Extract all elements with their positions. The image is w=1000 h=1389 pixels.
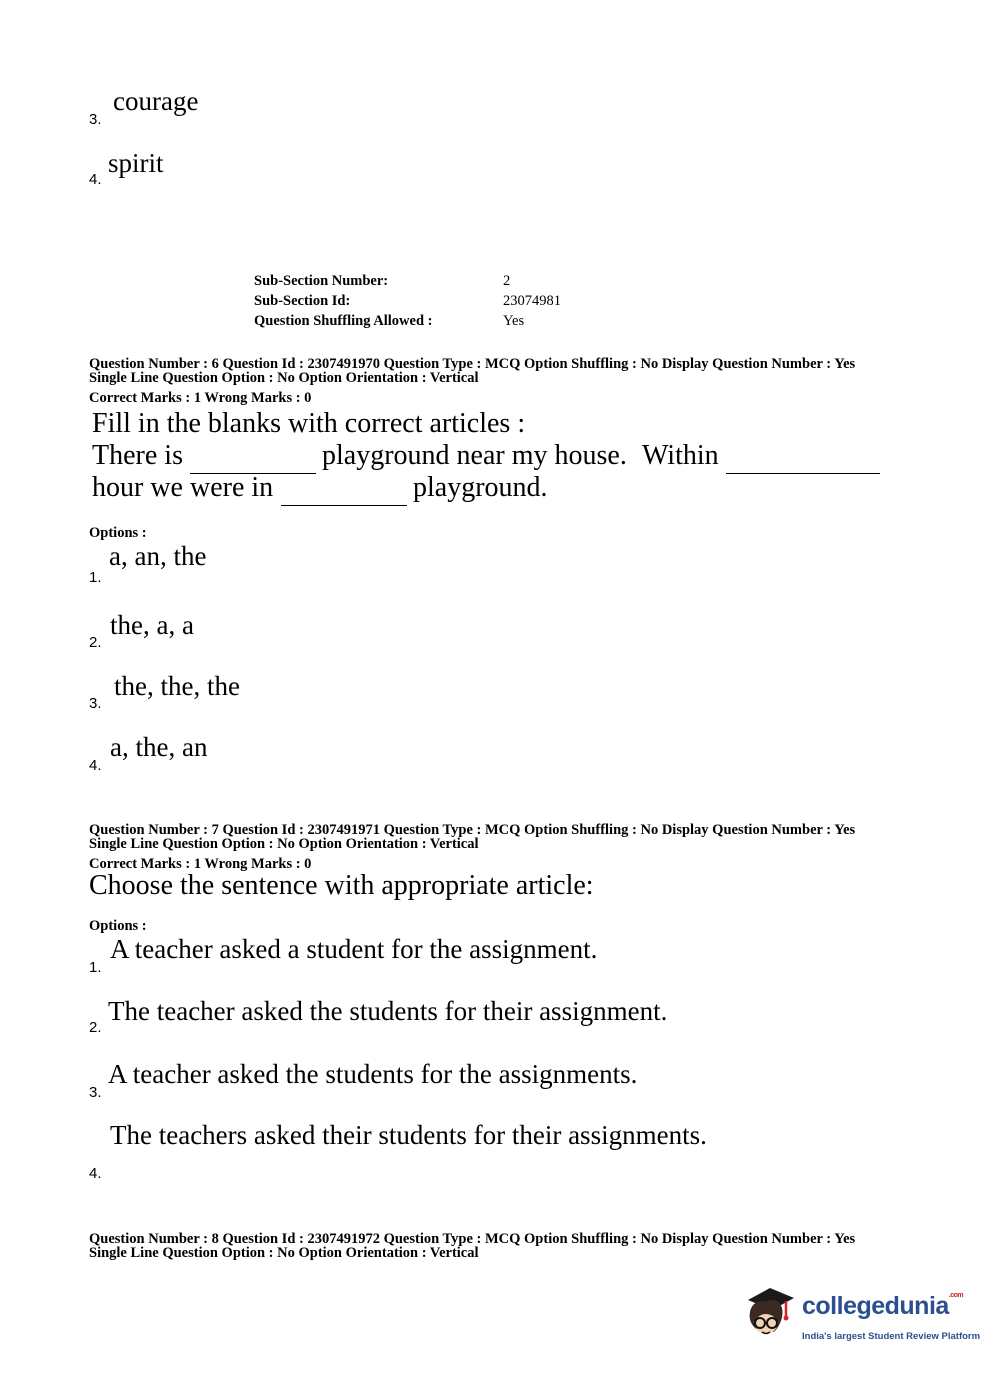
option-text: a, an, the <box>109 541 207 571</box>
option-number: 4. <box>89 171 102 188</box>
option-text: the, the, the <box>114 671 240 701</box>
question-text: There is <box>92 440 183 471</box>
option-number: 1. <box>89 569 102 586</box>
option-number: 3. <box>89 1084 102 1101</box>
question-marks: Correct Marks : 1 Wrong Marks : 0 <box>89 856 312 872</box>
option-number: 4. <box>89 1165 102 1182</box>
question-meta: Single Line Question Option : No Option Orientation : Vertical <box>89 836 479 852</box>
question-text: Within <box>642 440 719 471</box>
option-number: 1. <box>89 959 102 976</box>
blank-line <box>281 483 407 506</box>
option-text: spirit <box>108 148 164 178</box>
subsection-id-value: 23074981 <box>503 293 561 309</box>
collegedunia-logo <box>740 1282 981 1352</box>
subsection-number-value: 2 <box>503 273 511 289</box>
option-text: courage <box>113 86 199 116</box>
shuffle-label: Question Shuffling Allowed : <box>254 313 433 329</box>
logo-tagline: India's largest Student Review Platform <box>802 1331 981 1342</box>
question-meta: Question Number : 6 Question Id : 2307491970 Question Type : MCQ Option Shuffling : No Display Question Number : Yes <box>89 356 856 372</box>
shuffle-value: Yes <box>503 313 525 329</box>
question-meta: Question Number : 8 Question Id : 2307491972 Question Type : MCQ Option Shuffling : No Display Question Number : Yes <box>89 1231 856 1247</box>
mascot-icon <box>740 1282 800 1348</box>
question-text: Fill in the blanks with correct articles : <box>92 408 526 439</box>
option-number: 2. <box>89 634 102 651</box>
subsection-number-label: Sub-Section Number: <box>254 273 389 289</box>
blank-line <box>726 451 880 474</box>
question-text: playground near my house. <box>322 440 627 471</box>
question-meta: Single Line Question Option : No Option Orientation : Vertical <box>89 370 479 386</box>
option-number: 3. <box>89 111 102 128</box>
question-meta: Question Number : 7 Question Id : 2307491971 Question Type : MCQ Option Shuffling : No Display Question Number : Yes <box>89 822 856 838</box>
option-number: 3. <box>89 695 102 712</box>
question-text: playground. <box>413 472 548 503</box>
option-number: 2. <box>89 1019 102 1036</box>
question-marks: Correct Marks : 1 Wrong Marks : 0 <box>89 390 312 406</box>
option-text: the, a, a <box>110 610 194 640</box>
logo-name: collegedunia <box>802 1292 949 1320</box>
subsection-id-label: Sub-Section Id: <box>254 293 351 309</box>
question-meta: Single Line Question Option : No Option Orientation : Vertical <box>89 1245 479 1261</box>
option-text: The teacher asked the students for their assignment. <box>108 996 668 1026</box>
option-text: a, the, an <box>110 732 208 762</box>
options-label: Options : <box>89 525 147 541</box>
logo-dotcom: .com <box>948 1292 964 1299</box>
blank-line <box>190 451 316 474</box>
option-text: The teachers asked their students for their assignments. <box>110 1120 707 1150</box>
option-number: 4. <box>89 757 102 774</box>
option-text: A teacher asked the students for the assignments. <box>108 1059 638 1089</box>
option-text: A teacher asked a student for the assignment. <box>110 934 598 964</box>
question-text: Choose the sentence with appropriate article: <box>89 870 594 901</box>
question-text: hour we were in <box>92 472 274 503</box>
options-label: Options : <box>89 918 147 934</box>
